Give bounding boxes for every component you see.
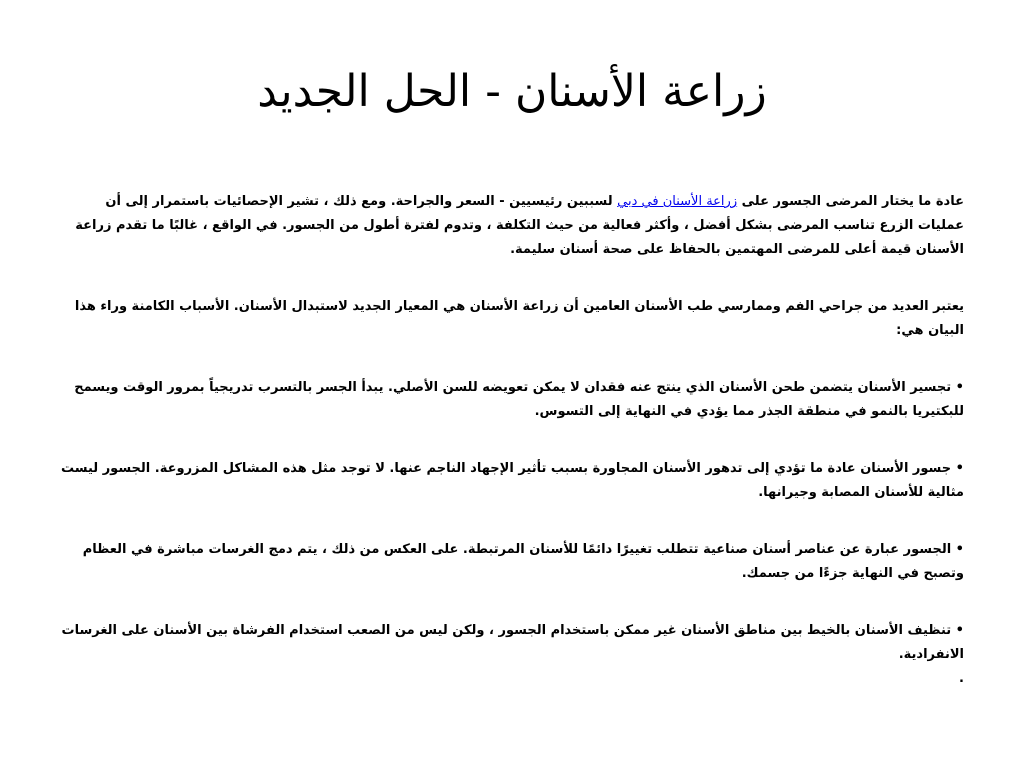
intro-text-after-link: لسببين رئيسيين - السعر والجراحة. ومع ذلك ، تشير الإحصائيات باستمرار إلى أن عمليات الزرع تناسب المرضى بشكل أفضل ، وأكثر فعالية من حيث التكلفة ، وتدوم لفترة أطول من الجسور. في الواقع ، غالبًا ما تقدم زراعة الأسنان قيمة أعلى للمرضى المهتمين بالحفاظ على صحة أسنان سليمة. xyxy=(75,194,964,257)
statement-paragraph: يعتبر العديد من جراحي الفم وممارسي طب الأسنان العامين أن زراعة الأسنان هي المعيار الجديد لاستبدال الأسنان. الأسباب الكامنة وراء هذا البيان هي: xyxy=(74,299,964,338)
bullet-item-4: • تنظيف الأسنان بالخيط بين مناطق الأسنان غير ممكن باستخدام الجسور ، ولكن ليس من الصعب استخدام الفرشاة بين الأسنان على الغرسات الانفرادية. xyxy=(61,623,964,662)
bullet-item-1: • تجسير الأسنان يتضمن طحن الأسنان الذي ينتج عنه فقدان لا يمكن تعويضه للسن الأصلي. يبدأ الجسر بالتسرب تدريجياً بمرور الوقت ويسمح للبكتيريا بالنمو في منطقة الجذر مما يؤدي في النهاية إلى التسوس. xyxy=(74,380,964,419)
bullet-item-2: • جسور الأسنان عادة ما تؤدي إلى تدهور الأسنان المجاورة بسبب تأثير الإجهاد الناجم عنها. لا توجد مثل هذه المشاكل المزروعة. الجسور ليست مثالية للأسنان المصابة وجيرانها. xyxy=(60,461,964,500)
intro-text-before-link: عادة ما يختار المرضى الجسور على xyxy=(737,194,964,209)
intro-paragraph xyxy=(60,190,964,262)
slide-title: زراعة الأسنان - الحل الجديد xyxy=(257,66,767,117)
bullet-item-3: • الجسور عبارة عن عناصر أسنان صناعية تتطلب تغييرًا دائمًا للأسنان المرتبطة. على العكس من ذلك ، يتم دمج الغرسات مباشرة في العظام وتصبح في النهاية جزءًا من جسمك. xyxy=(82,542,964,581)
slide-body xyxy=(60,190,964,724)
trailing-dot: . xyxy=(959,671,964,686)
dubai-implants-link[interactable]: زراعة الأسنان في دبي xyxy=(617,194,738,209)
